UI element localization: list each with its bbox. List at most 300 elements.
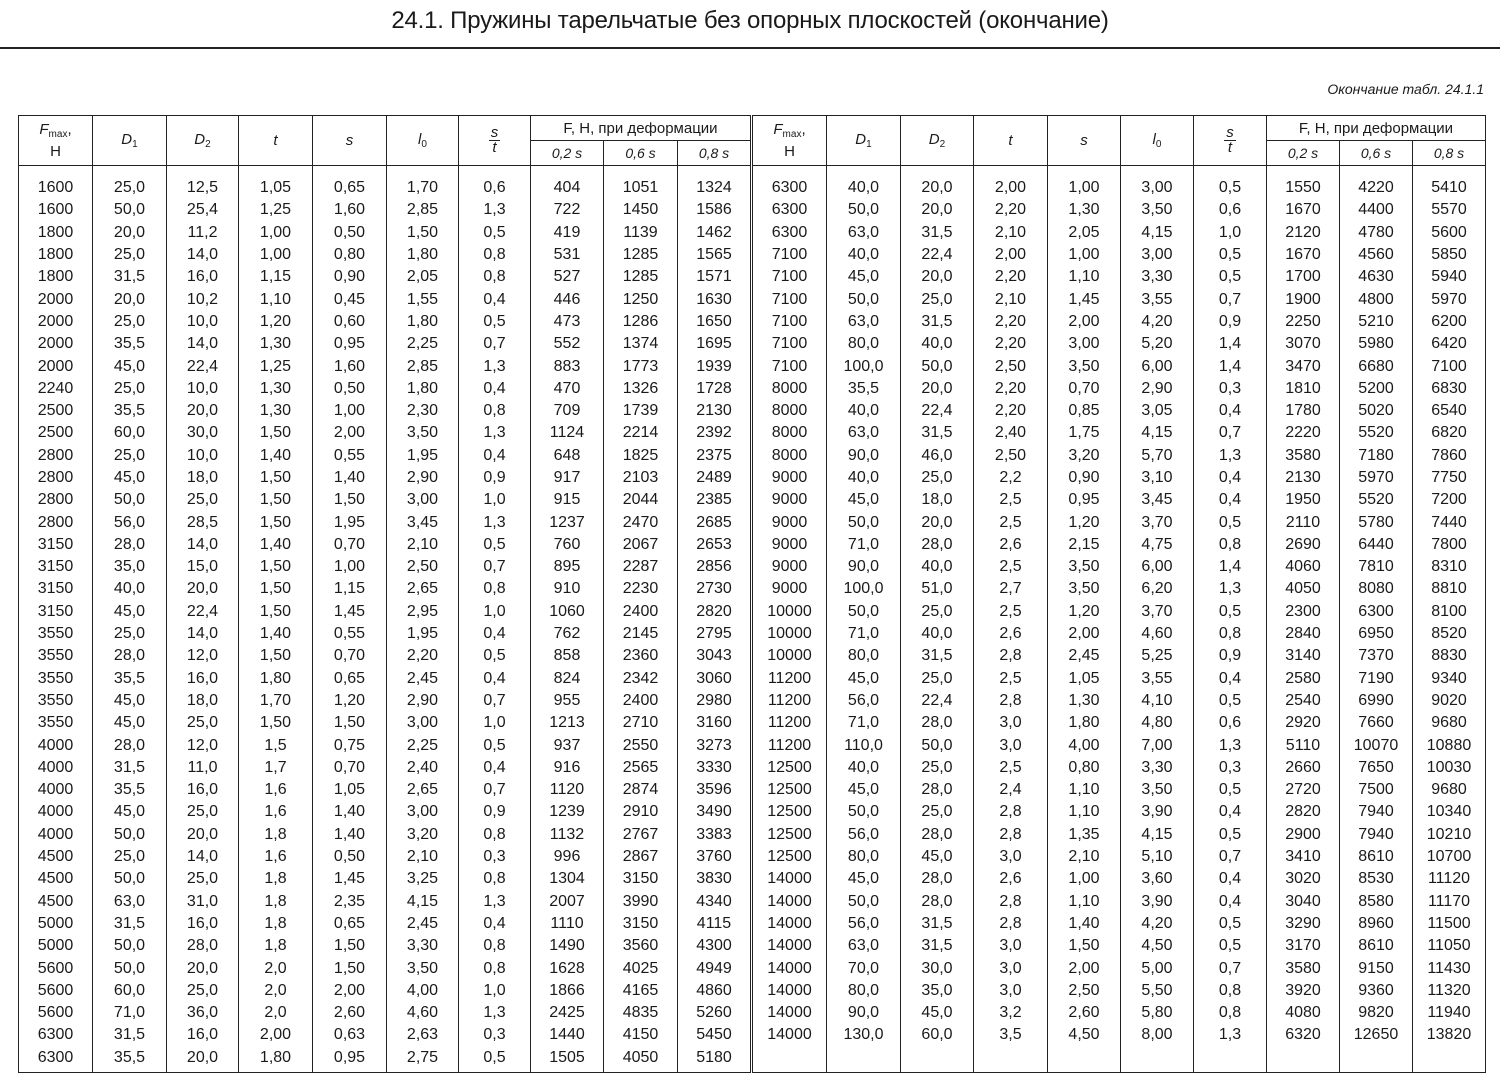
cell-right-col-6: 0,5 [1194,166,1267,200]
cell-left-col-9: 2489 [678,467,752,489]
cell-right-col-0: 9000 [752,578,827,600]
cell-right-col-7: 3040 [1267,891,1340,913]
header-s-over-t: $\frac{s}{t}$ [459,116,531,166]
cell-right-col-3: 2,50 [974,445,1048,467]
cell-left-col-3: 1,50 [239,578,313,600]
cell-left-col-9: 1650 [678,311,752,333]
cell-left-col-4: 1,45 [313,601,387,623]
cell-right-col-5: 3,70 [1121,511,1194,533]
cell-right-col-6: 0,8 [1194,1002,1267,1024]
cell-right-col-6: 0,5 [1194,511,1267,533]
table-row [19,489,1486,511]
cell-right-col-5: 4,20 [1121,311,1194,333]
cell-right-col-7: 2120 [1267,222,1340,244]
cell-right-col-5: 6,20 [1121,578,1194,600]
cell-left-col-7: 937 [531,734,604,756]
cell-right-col-2: 20,0 [901,266,974,288]
cell-left-col-3: 1,00 [239,244,313,266]
cell-right-col-1: 56,0 [827,913,901,935]
cell-right-col-4: 1,05 [1048,668,1121,690]
cell-left-col-1: 35,5 [93,668,167,690]
cell-left-col-6: 1,3 [459,891,531,913]
cell-left-col-1: 25,0 [93,244,167,266]
cell-right-col-5: 3,90 [1121,801,1194,823]
cell-right-col-2: 28,0 [901,779,974,801]
cell-left-col-0: 5000 [19,935,93,957]
cell-left-col-7: 722 [531,199,604,221]
header-def-06-right: 0,6 s [1340,141,1413,166]
cell-left-col-7: 883 [531,355,604,377]
cell-left-col-6: 0,9 [459,801,531,823]
cell-right-col-0: 9000 [752,467,827,489]
cell-right-col-8: 4400 [1340,199,1413,221]
cell-right-col-2: 20,0 [901,199,974,221]
cell-left-col-3: 1,25 [239,199,313,221]
cell-right-col-7: 2690 [1267,534,1340,556]
cell-right-col-9: 8810 [1413,578,1486,600]
cell-left-col-0: 1800 [19,244,93,266]
cell-right-col-9: 7860 [1413,445,1486,467]
cell-right-col-0 [752,1047,827,1073]
table-row [19,445,1486,467]
cell-left-col-5: 3,00 [387,712,459,734]
cell-right-col-0: 9000 [752,534,827,556]
cell-right-col-3: 2,10 [974,222,1048,244]
cell-right-col-6: 0,4 [1194,400,1267,422]
page-title: 24.1. Пружины тарельчатые без опорных плоскостей (окончание) [391,7,1109,34]
cell-right-col-2: 40,0 [901,333,974,355]
cell-left-col-9: 3273 [678,734,752,756]
cell-left-col-2: 28,5 [167,511,239,533]
cell-left-col-0: 5600 [19,957,93,979]
cell-left-col-2: 11,2 [167,222,239,244]
cell-left-col-1: 25,0 [93,623,167,645]
cell-right-col-5: 3,45 [1121,489,1194,511]
cell-right-col-6: 0,4 [1194,489,1267,511]
cell-right-col-0: 8000 [752,445,827,467]
cell-right-col-7: 1780 [1267,400,1340,422]
cell-right-col-2: 28,0 [901,712,974,734]
table-row [19,511,1486,533]
cell-left-col-6: 0,8 [459,824,531,846]
cell-left-col-2: 10,2 [167,288,239,310]
cell-left-col-4: 1,05 [313,779,387,801]
cell-right-col-0: 9000 [752,556,827,578]
table-row [19,668,1486,690]
cell-right-col-8: 4800 [1340,288,1413,310]
cell-left-col-4: 0,65 [313,166,387,200]
cell-left-col-8: 2767 [604,824,678,846]
cell-right-col-7: 1900 [1267,288,1340,310]
table-row [19,645,1486,667]
cell-right-col-2: 18,0 [901,489,974,511]
cell-left-col-5: 2,45 [387,668,459,690]
cell-left-col-7: 1213 [531,712,604,734]
cell-left-col-4: 2,60 [313,1002,387,1024]
cell-left-col-2: 16,0 [167,266,239,288]
cell-right-col-5: 5,25 [1121,645,1194,667]
cell-left-col-0: 6300 [19,1047,93,1073]
cell-left-col-6: 0,8 [459,578,531,600]
cell-right-col-1: 71,0 [827,534,901,556]
cell-left-col-8: 2550 [604,734,678,756]
cell-right-col-1: 40,0 [827,757,901,779]
cell-right-col-0: 12500 [752,846,827,868]
cell-right-col-0: 7100 [752,333,827,355]
cell-left-col-5: 2,65 [387,578,459,600]
cell-left-col-8: 2874 [604,779,678,801]
cell-left-col-9: 1630 [678,288,752,310]
cell-left-col-9: 1695 [678,333,752,355]
cell-left-col-4: 0,70 [313,757,387,779]
cell-right-col-8: 9820 [1340,1002,1413,1024]
header-fmax: $F_{max}$, Н [19,116,93,166]
cell-left-col-3: 1,25 [239,355,313,377]
cell-right-col-6: 1,3 [1194,445,1267,467]
cell-right-col-8: 7940 [1340,824,1413,846]
cell-right-col-7: 3920 [1267,980,1340,1002]
cell-right-col-6: 0,4 [1194,467,1267,489]
cell-right-col-8: 7940 [1340,801,1413,823]
cell-left-col-6: 0,5 [459,734,531,756]
cell-left-col-4: 0,50 [313,222,387,244]
cell-left-col-0: 4500 [19,891,93,913]
spring-table [18,115,1486,1073]
cell-left-col-9: 1324 [678,166,752,200]
cell-left-col-6: 0,4 [459,445,531,467]
cell-left-col-3: 1,00 [239,222,313,244]
cell-left-col-5: 2,90 [387,690,459,712]
cell-right-col-2: 25,0 [901,601,974,623]
cell-right-col-2: 30,0 [901,957,974,979]
cell-left-col-9: 2375 [678,445,752,467]
cell-left-col-4: 0,63 [313,1024,387,1046]
cell-right-col-0: 10000 [752,601,827,623]
cell-right-col-0: 8000 [752,400,827,422]
cell-right-col-2: 50,0 [901,355,974,377]
cell-left-col-5: 4,60 [387,1002,459,1024]
cell-left-col-0: 3150 [19,578,93,600]
cell-left-col-3: 1,50 [239,556,313,578]
cell-right-col-7: 4060 [1267,556,1340,578]
cell-left-col-9: 2653 [678,534,752,556]
cell-right-col-0: 10000 [752,623,827,645]
cell-left-col-4: 0,50 [313,378,387,400]
cell-left-col-9: 2385 [678,489,752,511]
cell-left-col-2: 22,4 [167,355,239,377]
cell-right-col-1: 40,0 [827,467,901,489]
cell-right-col-1: 63,0 [827,422,901,444]
cell-right-col-0: 7100 [752,266,827,288]
cell-right-col-6: 0,5 [1194,690,1267,712]
cell-right-col-0: 11200 [752,690,827,712]
cell-right-col-8: 4780 [1340,222,1413,244]
cell-right-col-4: 3,00 [1048,333,1121,355]
cell-left-col-7: 531 [531,244,604,266]
header-def-08-right: 0,8 s [1413,141,1486,166]
cell-right-col-4 [1048,1047,1121,1073]
cell-right-col-3: 2,8 [974,690,1048,712]
cell-left-col-4: 0,95 [313,333,387,355]
cell-left-col-8: 1285 [604,266,678,288]
cell-left-col-4: 1,95 [313,511,387,533]
cell-left-col-0: 3550 [19,712,93,734]
cell-left-col-7: 762 [531,623,604,645]
cell-right-col-6: 0,7 [1194,288,1267,310]
cell-right-col-8: 8960 [1340,913,1413,935]
table-row [19,868,1486,890]
cell-right-col-0: 12500 [752,757,827,779]
cell-left-col-6: 1,0 [459,980,531,1002]
cell-left-col-1: 28,0 [93,645,167,667]
cell-right-col-5: 5,20 [1121,333,1194,355]
cell-right-col-3: 2,20 [974,378,1048,400]
cell-left-col-9: 1939 [678,355,752,377]
cell-left-col-1: 45,0 [93,690,167,712]
cell-left-col-9: 4300 [678,935,752,957]
cell-right-col-1: 80,0 [827,333,901,355]
cell-right-col-4: 1,75 [1048,422,1121,444]
cell-left-col-0: 3550 [19,623,93,645]
cell-left-col-8: 2214 [604,422,678,444]
cell-right-col-5: 4,50 [1121,935,1194,957]
cell-left-col-2: 11,0 [167,757,239,779]
cell-left-col-8: 2910 [604,801,678,823]
cell-left-col-3: 1,5 [239,734,313,756]
cell-left-col-8: 1450 [604,199,678,221]
cell-right-col-2: 20,0 [901,166,974,200]
cell-right-col-5: 4,80 [1121,712,1194,734]
cell-left-col-9: 2980 [678,690,752,712]
cell-right-col-7: 1810 [1267,378,1340,400]
cell-left-col-4: 0,55 [313,623,387,645]
cell-left-col-7: 1060 [531,601,604,623]
cell-right-col-3: 2,5 [974,511,1048,533]
cell-right-col-8: 12650 [1340,1024,1413,1046]
cell-left-col-3: 1,8 [239,868,313,890]
cell-left-col-7: 1132 [531,824,604,846]
table-row [19,623,1486,645]
cell-left-col-2: 12,0 [167,734,239,756]
cell-left-col-0: 2000 [19,355,93,377]
cell-right-col-0: 9000 [752,489,827,511]
cell-left-col-1: 50,0 [93,868,167,890]
cell-left-col-8: 4150 [604,1024,678,1046]
cell-left-col-8: 2470 [604,511,678,533]
cell-left-col-8: 1250 [604,288,678,310]
cell-left-col-9: 1565 [678,244,752,266]
cell-left-col-6: 0,4 [459,378,531,400]
cell-right-col-8: 6950 [1340,623,1413,645]
cell-right-col-7: 3290 [1267,913,1340,935]
cell-left-col-6: 0,8 [459,935,531,957]
cell-left-col-9: 2392 [678,422,752,444]
cell-right-col-3: 2,20 [974,199,1048,221]
cell-right-col-8 [1340,1047,1413,1073]
cell-right-col-9: 5850 [1413,244,1486,266]
cell-right-col-5: 3,00 [1121,244,1194,266]
cell-right-col-5: 4,15 [1121,222,1194,244]
cell-right-col-7: 6320 [1267,1024,1340,1046]
cell-left-col-6: 1,3 [459,199,531,221]
cell-left-col-3: 1,6 [239,846,313,868]
table-row [19,1002,1486,1024]
cell-left-col-4: 0,70 [313,534,387,556]
cell-right-col-7 [1267,1047,1340,1073]
cell-right-col-7: 3410 [1267,846,1340,868]
cell-right-col-1: 90,0 [827,556,901,578]
cell-left-col-5: 2,75 [387,1047,459,1073]
cell-right-col-3: 2,8 [974,891,1048,913]
cell-left-col-8: 4165 [604,980,678,1002]
table-row [19,467,1486,489]
cell-left-col-2: 16,0 [167,779,239,801]
cell-left-col-0: 4000 [19,801,93,823]
cell-right-col-0: 6300 [752,199,827,221]
cell-right-col-9: 11320 [1413,980,1486,1002]
cell-right-col-7: 3470 [1267,355,1340,377]
cell-left-col-0: 5600 [19,980,93,1002]
cell-left-col-1: 28,0 [93,734,167,756]
header-d1: $D_1$ [93,116,167,166]
cell-left-col-6: 1,0 [459,712,531,734]
cell-left-col-5: 2,40 [387,757,459,779]
cell-right-col-6: 1,4 [1194,333,1267,355]
cell-left-col-8: 3990 [604,891,678,913]
cell-left-col-5: 1,80 [387,311,459,333]
cell-left-col-4: 1,40 [313,467,387,489]
cell-right-col-3: 3,0 [974,980,1048,1002]
cell-left-col-4: 1,50 [313,489,387,511]
cell-right-col-4: 2,50 [1048,980,1121,1002]
cell-right-col-7: 3070 [1267,333,1340,355]
cell-left-col-8: 1739 [604,400,678,422]
cell-left-col-5: 1,50 [387,222,459,244]
cell-left-col-4: 1,15 [313,578,387,600]
cell-right-col-3: 2,5 [974,601,1048,623]
cell-left-col-2: 14,0 [167,534,239,556]
cell-left-col-6: 1,3 [459,355,531,377]
cell-left-col-3: 1,80 [239,1047,313,1073]
table-row [19,266,1486,288]
cell-left-col-6: 0,3 [459,846,531,868]
cell-left-col-8: 1825 [604,445,678,467]
cell-right-col-3: 2,20 [974,333,1048,355]
cell-right-col-0: 14000 [752,957,827,979]
cell-right-col-2: 25,0 [901,467,974,489]
cell-left-col-8: 1773 [604,355,678,377]
cell-right-col-4: 1,10 [1048,801,1121,823]
cell-left-col-6: 0,8 [459,868,531,890]
cell-right-col-3: 3,0 [974,957,1048,979]
cell-right-col-0: 10000 [752,645,827,667]
cell-right-col-3: 2,8 [974,801,1048,823]
cell-right-col-9: 11170 [1413,891,1486,913]
cell-left-col-5: 2,20 [387,645,459,667]
cell-right-col-3: 2,10 [974,288,1048,310]
cell-right-col-9: 6830 [1413,378,1486,400]
cell-right-col-0: 14000 [752,868,827,890]
cell-left-col-9: 5260 [678,1002,752,1024]
cell-left-col-6: 0,6 [459,166,531,200]
cell-left-col-4: 0,45 [313,288,387,310]
cell-left-col-4: 1,40 [313,801,387,823]
table-row [19,690,1486,712]
table-row [19,199,1486,221]
cell-left-col-7: 1124 [531,422,604,444]
cell-right-col-4: 1,00 [1048,868,1121,890]
cell-left-col-1: 60,0 [93,980,167,1002]
cell-left-col-6: 0,3 [459,1024,531,1046]
cell-right-col-5: 4,75 [1121,534,1194,556]
cell-right-col-6: 0,5 [1194,935,1267,957]
cell-right-col-4: 1,10 [1048,266,1121,288]
cell-left-col-5: 2,10 [387,534,459,556]
cell-left-col-1: 45,0 [93,467,167,489]
cell-right-col-0: 14000 [752,913,827,935]
cell-right-col-1: 80,0 [827,980,901,1002]
cell-left-col-9: 3330 [678,757,752,779]
cell-left-col-9: 1571 [678,266,752,288]
cell-right-col-1: 40,0 [827,166,901,200]
cell-left-col-6: 0,5 [459,1047,531,1073]
cell-right-col-9: 6200 [1413,311,1486,333]
cell-left-col-9: 4340 [678,891,752,913]
cell-right-col-8: 7650 [1340,757,1413,779]
table-row [19,578,1486,600]
cell-left-col-6: 0,9 [459,467,531,489]
cell-left-col-8: 2400 [604,601,678,623]
cell-right-col-6: 0,7 [1194,422,1267,444]
cell-right-col-9: 11500 [1413,913,1486,935]
cell-left-col-0: 2800 [19,467,93,489]
cell-left-col-0: 1800 [19,266,93,288]
cell-left-col-3: 1,40 [239,534,313,556]
cell-left-col-7: 404 [531,166,604,200]
cell-right-col-3: 2,20 [974,311,1048,333]
cell-right-col-0: 11200 [752,668,827,690]
cell-right-col-4: 1,20 [1048,511,1121,533]
cell-right-col-5: 6,00 [1121,355,1194,377]
table-caption: Окончание табл. 24.1.1 [1327,81,1484,97]
cell-right-col-5: 8,00 [1121,1024,1194,1046]
cell-right-col-7: 3580 [1267,957,1340,979]
cell-left-col-5: 2,85 [387,355,459,377]
cell-left-col-6: 0,8 [459,266,531,288]
cell-right-col-9: 11940 [1413,1002,1486,1024]
cell-right-col-0: 14000 [752,891,827,913]
cell-left-col-1: 35,5 [93,333,167,355]
cell-right-col-1: 50,0 [827,199,901,221]
cell-right-col-8: 7180 [1340,445,1413,467]
cell-left-col-5: 2,63 [387,1024,459,1046]
cell-right-col-0: 6300 [752,222,827,244]
cell-right-col-8: 5970 [1340,467,1413,489]
cell-right-col-3: 2,2 [974,467,1048,489]
cell-left-col-1: 50,0 [93,935,167,957]
cell-left-col-0: 2500 [19,400,93,422]
cell-right-col-5: 3,10 [1121,467,1194,489]
cell-right-col-8: 9360 [1340,980,1413,1002]
cell-right-col-9: 5940 [1413,266,1486,288]
cell-right-col-2: 45,0 [901,846,974,868]
cell-left-col-8: 2103 [604,467,678,489]
cell-right-col-8: 7660 [1340,712,1413,734]
cell-right-col-0: 14000 [752,935,827,957]
cell-left-col-8: 3150 [604,913,678,935]
cell-left-col-2: 20,0 [167,400,239,422]
cell-left-col-2: 25,0 [167,980,239,1002]
